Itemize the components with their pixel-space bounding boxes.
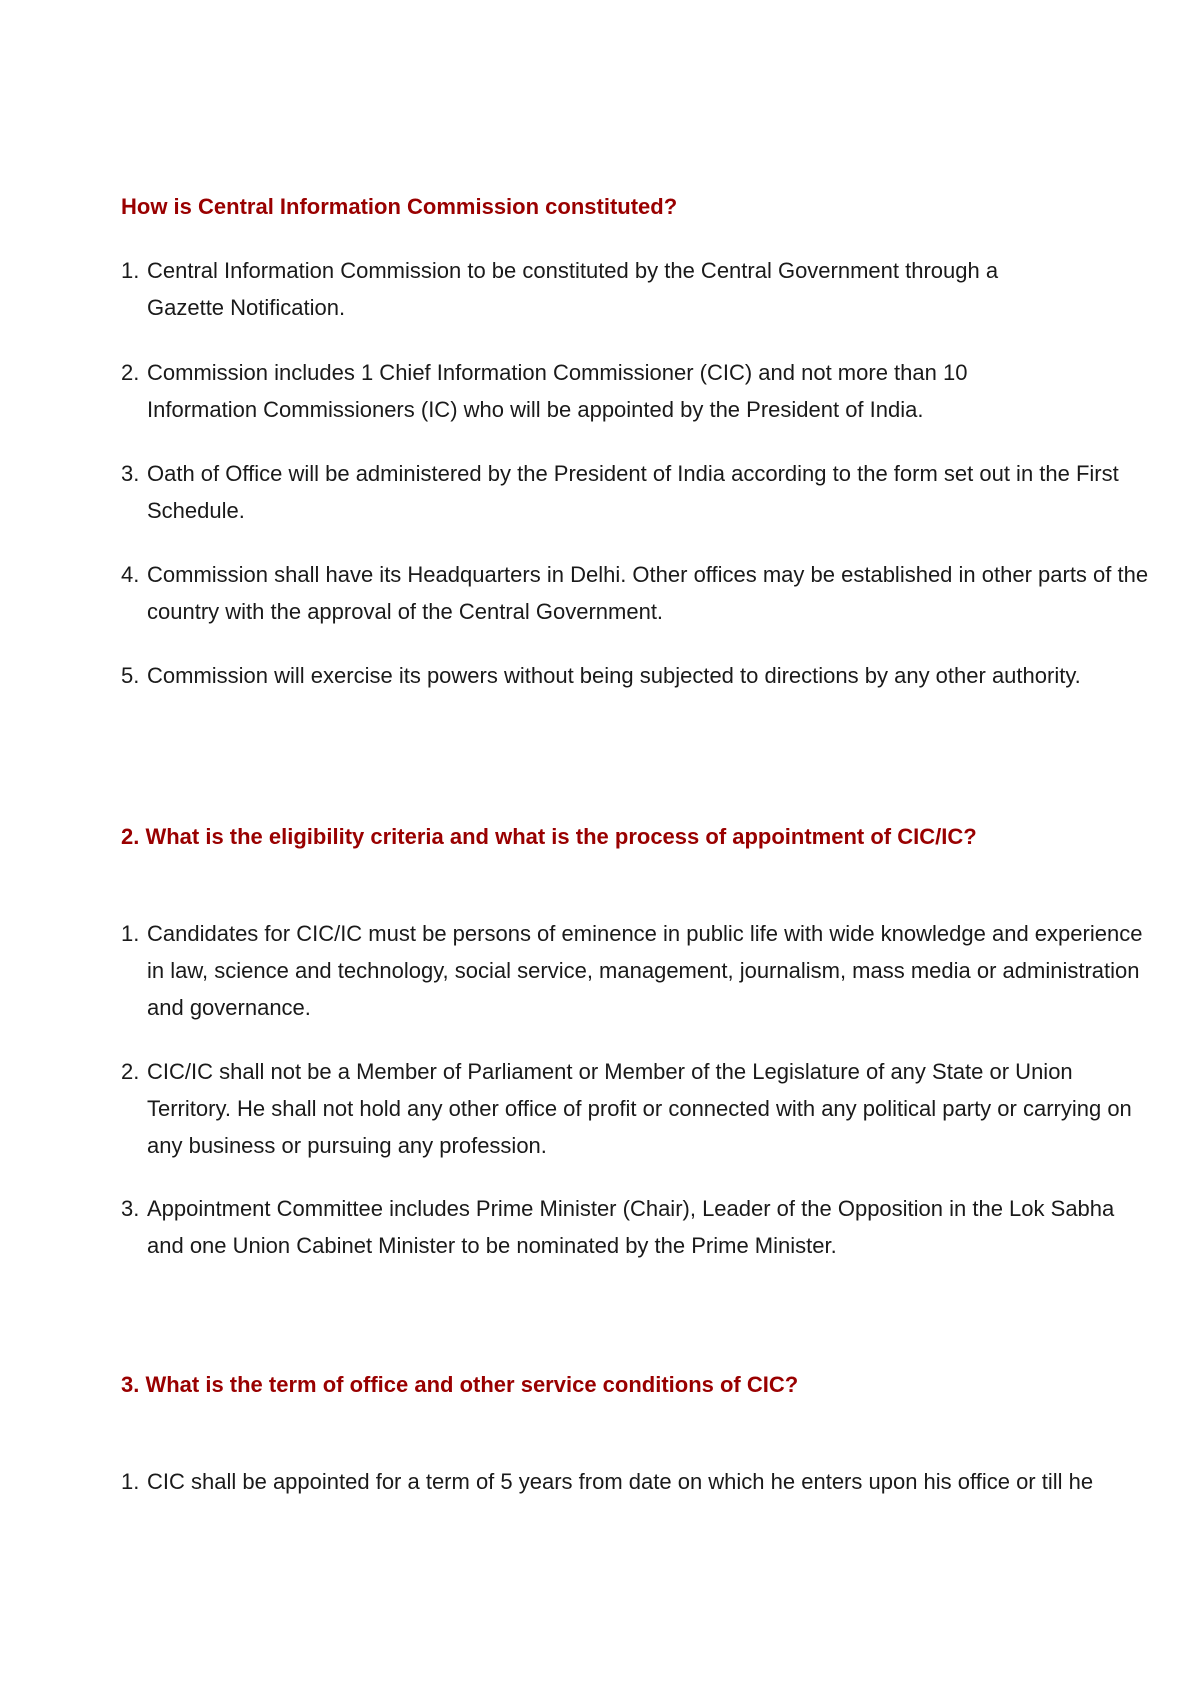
list-item-number: 5.: [121, 663, 140, 688]
list-item-text: Oath of Office will be administered by the President of India according to the form set out in the First: [147, 461, 1119, 486]
list-item: [121, 1053, 1200, 1164]
list-item-text: any business or pursuing any profession.: [147, 1133, 547, 1158]
list-item-text: Schedule.: [147, 498, 245, 523]
list-item-text: Territory. He shall not hold any other office of profit or connected with any political party or carrying on: [147, 1096, 1132, 1121]
list-item-text: country with the approval of the Central Government.: [147, 599, 664, 624]
list-item-number: 1.: [121, 258, 140, 283]
list-item-text: and governance.: [147, 995, 311, 1020]
list-item-text: CIC shall be appointed for a term of 5 years from date on which he enters upon his office or till he: [147, 1469, 1094, 1494]
list-item-number: 2.: [121, 360, 140, 385]
list-item-text: Commission shall have its Headquarters in Delhi. Other offices may be established in other parts of the: [147, 562, 1149, 587]
list-item: [121, 354, 1200, 428]
list-item-text: Commission includes 1 Chief Information Commissioner (CIC) and not more than 10: [147, 360, 968, 385]
list-item-number: 2.: [121, 1059, 140, 1084]
list-item-number: 3.: [121, 1196, 140, 1221]
list-item-text: and one Union Cabinet Minister to be nominated by the Prime Minister.: [147, 1233, 837, 1258]
list-item-number: 3.: [121, 461, 140, 486]
list-item-number: 4.: [121, 562, 140, 587]
list-item-text: Information Commissioners (IC) who will be appointed by the President of India.: [147, 397, 924, 422]
list-item: [121, 252, 1200, 326]
section-heading-eligibility: 2. What is the eligibility criteria and what is the process of appointment of CIC/IC?: [121, 824, 977, 849]
list-item-text: Gazette Notification.: [147, 295, 346, 320]
list-item-text: Appointment Committee includes Prime Minister (Chair), Leader of the Opposition in the Lok Sabha: [147, 1196, 1115, 1221]
section-heading-constitution: How is Central Information Commission constituted?: [121, 194, 678, 219]
list-item-number: 1.: [121, 1469, 140, 1494]
list-item: [121, 1463, 1200, 1500]
list-item: [121, 1190, 1200, 1264]
list-item-text: Central Information Commission to be constituted by the Central Government through a: [147, 258, 999, 283]
list-item-text: Commission will exercise its powers without being subjected to directions by any other authority.: [147, 663, 1081, 688]
list-item: [121, 657, 1200, 694]
list-item: [121, 455, 1200, 529]
section-heading-term-of-office: 3. What is the term of office and other service conditions of CIC?: [121, 1372, 799, 1397]
list-item: [121, 556, 1200, 630]
list-item-text: in law, science and technology, social service, management, journalism, mass media or administration: [147, 958, 1140, 983]
list-item-number: 1.: [121, 921, 140, 946]
list-item-text: CIC/IC shall not be a Member of Parliament or Member of the Legislature of any State or Union: [147, 1059, 1073, 1084]
list-item: [121, 915, 1200, 1026]
list-item-text: Candidates for CIC/IC must be persons of eminence in public life with wide knowledge and experience: [147, 921, 1143, 946]
